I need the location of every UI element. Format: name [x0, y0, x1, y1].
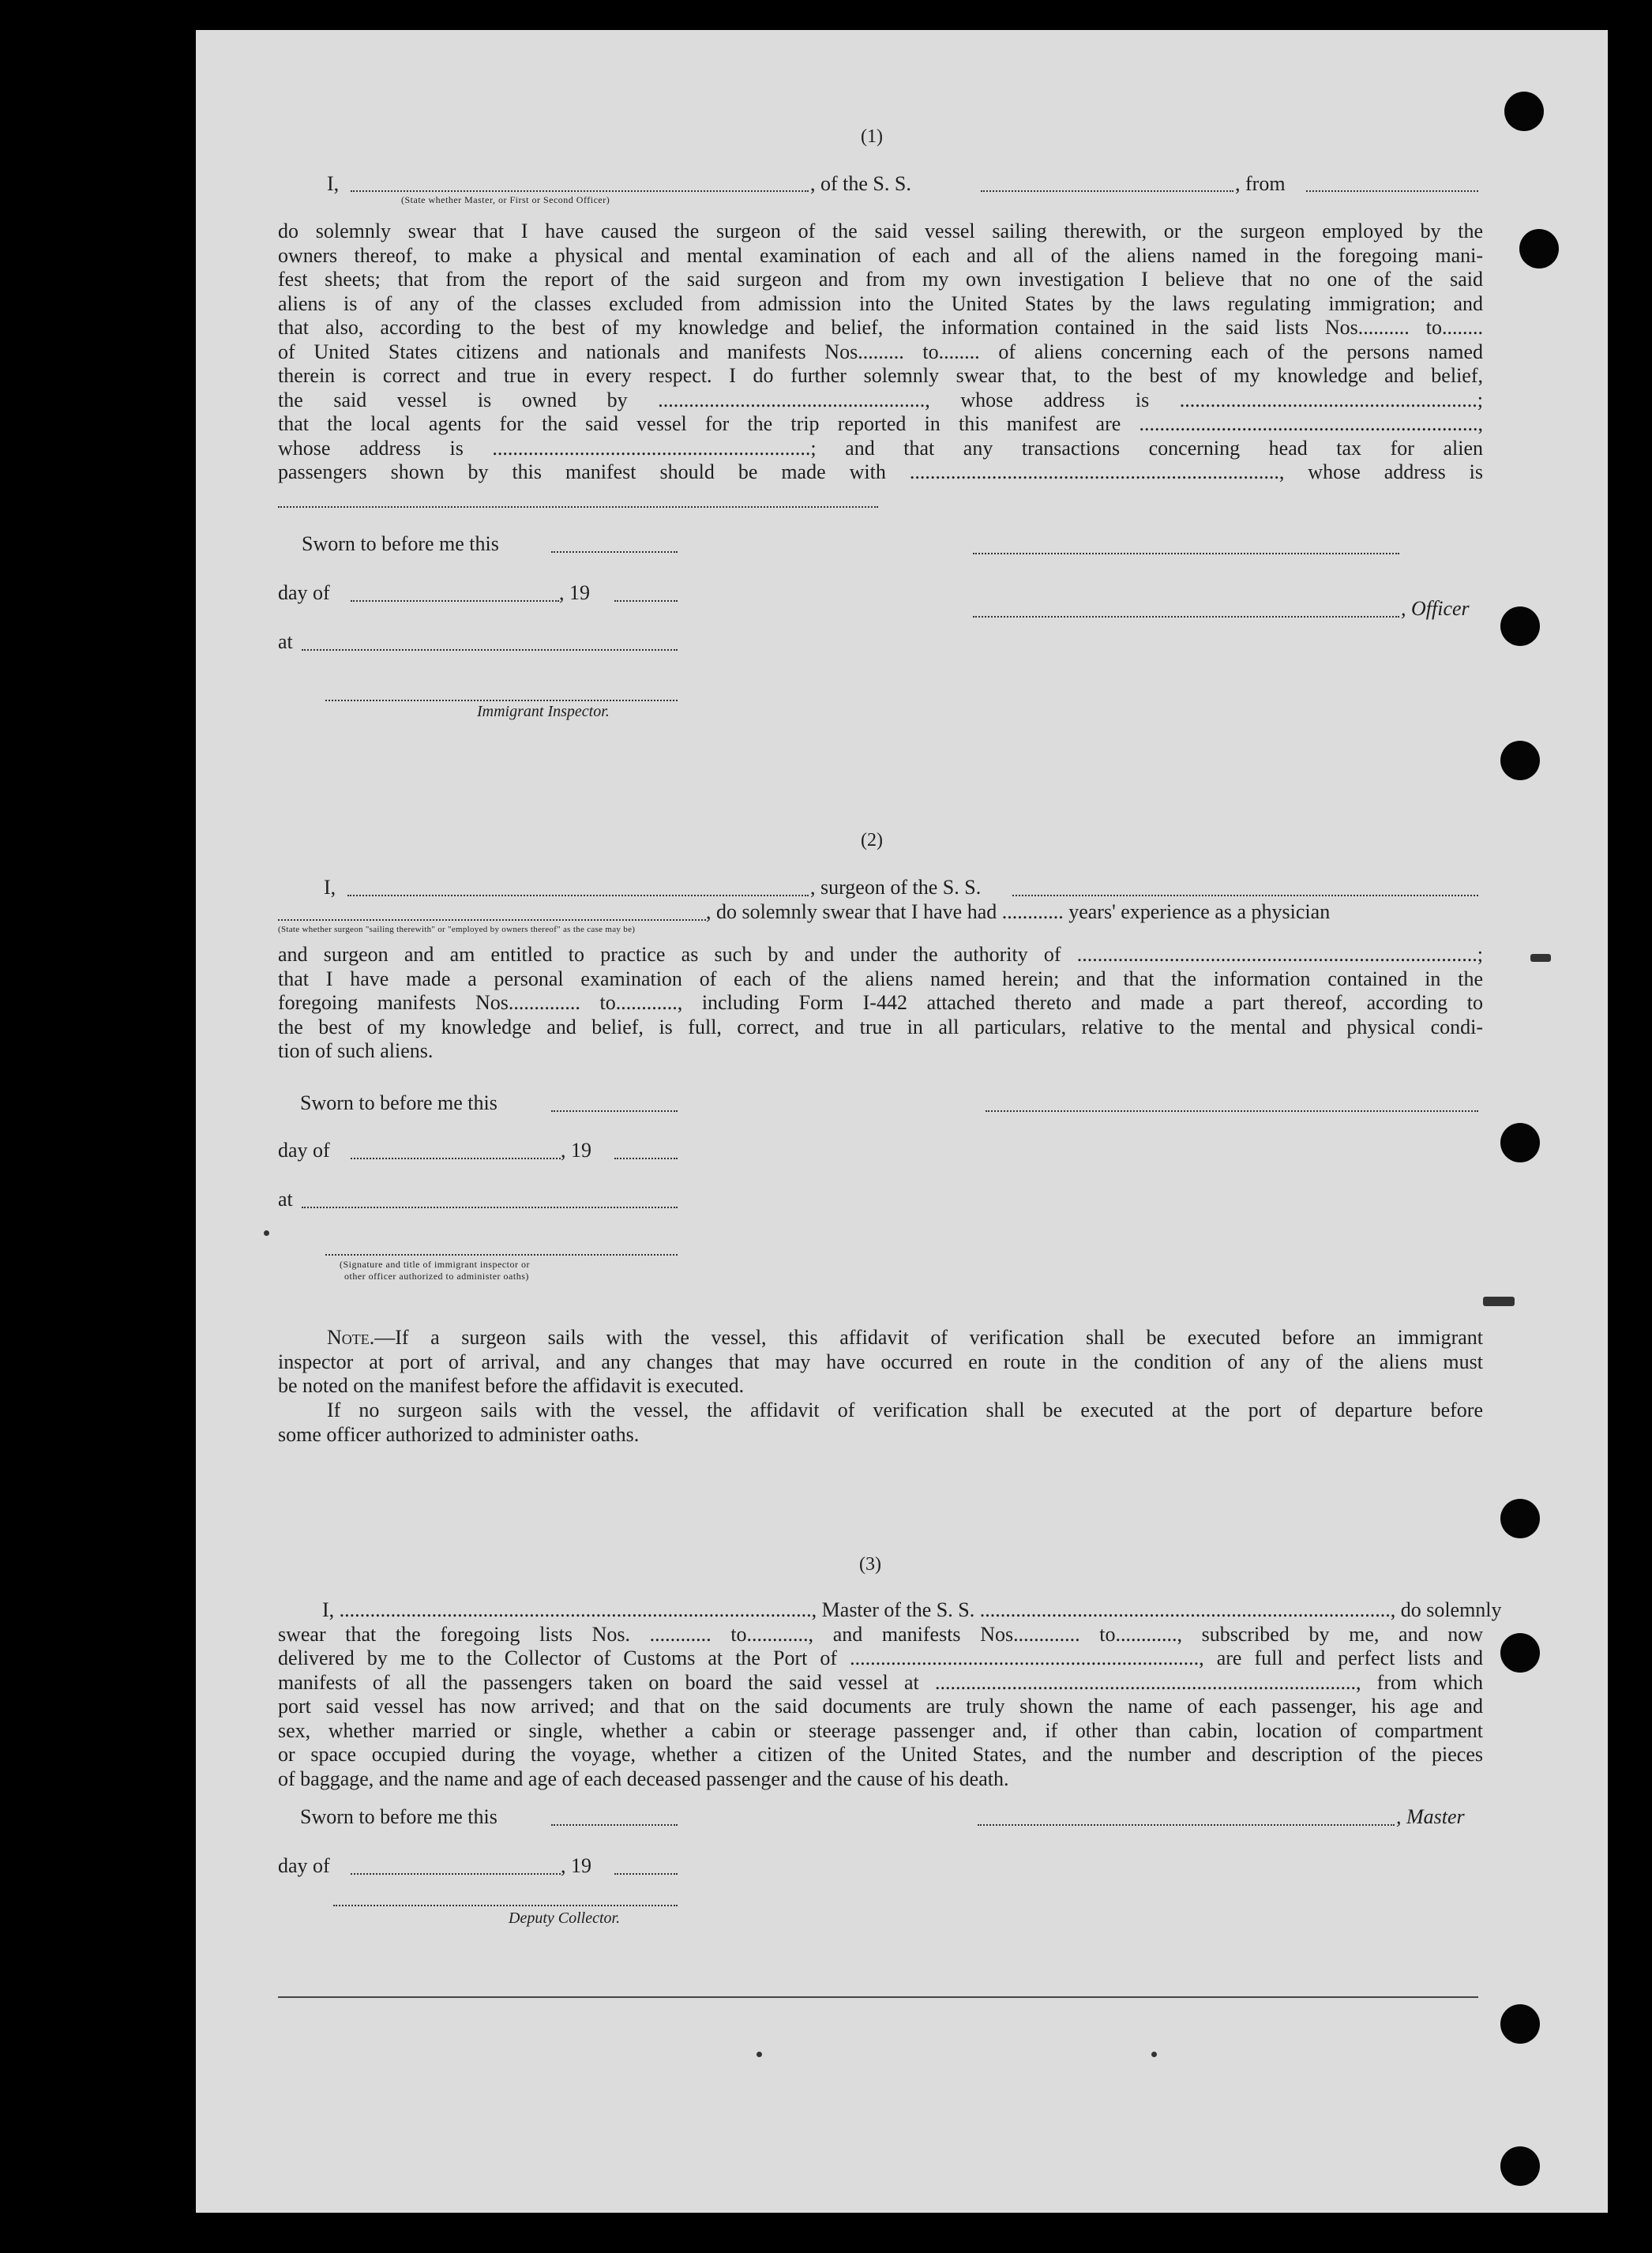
section-1-i: I, [327, 172, 340, 195]
collector-signature-line[interactable] [333, 1905, 678, 1906]
signature-caption-line-1: (Signature and title of immigrant inspector or [340, 1259, 530, 1270]
at-field-1[interactable] [302, 649, 678, 651]
year-label-1: , 19 [559, 581, 590, 604]
vessel-field[interactable] [981, 190, 1233, 192]
sworn-label-2: Sworn to before me this [300, 1091, 497, 1114]
section-2-i: I, [324, 876, 336, 899]
inspector-signature-line[interactable] [325, 700, 678, 701]
section-1-oath: do solemnly swear that I have caused the surgeon of the said vessel sailing therewith, or the surgeon employed by the owners thereof, to make a physical and mental examination of each and all of the aliens named in the foregoing mani- fest sheets; that from the report of the said surgeon and from my own investigation I believe that no one of the said aliens is of any of the classes excluded from admission into the United States by the laws regulating immigration; and that also, according to the best of my knowledge and belief, the information contained in the said lists Nos.......... to........ of United States citizens and nationals and manifests Nos......... to........ of aliens concerning each of the persons named therein is correct and true in every respect. I do further solemnly swear that, to the best of my knowledge and belief, the said vessel is owned by ...................................................., whose address is ..........................................................; that the local agents for the said vessel for the trip reported in this manifest are .................................................................., whose address is ..............................................................; and that any transactions concerning head tax for alien passengers shown by this manifest should be made with ........................................................................, whose address is [278, 220, 1483, 483]
sworn-label-1: Sworn to before me this [302, 532, 499, 555]
punch-hole [1500, 2146, 1540, 2186]
note-paragraph: Note.—If a surgeon sails with the vessel, this affidavit of verification shall be executed before an immigrant inspector at port of arrival, and any changes that may have occurred en route in the condition of any of the aliens must be noted on the manifest before the affidavit is executed. [278, 1326, 1483, 1397]
master-signature-line[interactable] [978, 1824, 1395, 1826]
year-field-3[interactable] [614, 1873, 678, 1875]
officer-signature-line[interactable] [973, 616, 1399, 618]
from-label: , from [1235, 172, 1286, 195]
officer-label: , Officer [1401, 597, 1470, 620]
section-3-number: (3) [859, 1554, 881, 1575]
name-field[interactable] [351, 190, 809, 192]
section-1-number: (1) [861, 126, 883, 147]
inspector-label: Immigrant Inspector. [477, 703, 610, 720]
surgeon-status-field[interactable] [278, 919, 706, 921]
surgeon-vessel-field[interactable] [1012, 895, 1478, 896]
scan-speck [1483, 1297, 1515, 1306]
section-2-oath: and surgeon and am entitled to practice as such by and under the authority of ..............................................................................; that I have made a personal examination of each of the aliens named herein; and that the information contained in the foregoing manifests Nos.............. to............, including Form I-442 attached thereto and made a part thereof, according to the best of my knowledge and belief, is full, correct, and true in all particulars, relative to the mental and physical condi- tion of such aliens. [278, 943, 1483, 1062]
rank-caption: (State whether Master, or First or Second Officer) [401, 194, 610, 205]
surgeon-name-field[interactable] [347, 895, 809, 896]
punch-hole [1500, 1123, 1540, 1162]
at-label-1: at [278, 630, 293, 653]
day-field-2[interactable] [351, 1158, 561, 1159]
surgeon-status-caption: (State whether surgeon "sailing therewith" or "employed by owners thereof" as the case may be) [278, 925, 636, 934]
year-label-2: , 19 [561, 1139, 591, 1162]
year-field-2[interactable] [614, 1158, 678, 1159]
year-label-3: , 19 [561, 1854, 591, 1877]
surgeon-signature-line[interactable] [986, 1110, 1478, 1112]
punch-hole [1504, 92, 1544, 131]
day-field-3[interactable] [351, 1873, 561, 1875]
at-label-2: at [278, 1188, 293, 1211]
punch-hole [1500, 1499, 1540, 1538]
year-field-1[interactable] [614, 600, 678, 602]
punch-hole [1519, 229, 1559, 268]
no-surgeon-note: If no surgeon sails with the vessel, the affidavit of verification shall be executed at the port of departure before some officer authorized to administer oaths. [278, 1399, 1483, 1446]
day-of-label-3: day of [278, 1854, 330, 1877]
officer-signature-line-top[interactable] [973, 553, 1399, 554]
from-field[interactable] [1306, 190, 1478, 192]
surgeon-of-label: , surgeon of the S. S. [810, 876, 982, 899]
section-3-oath: I, ............................................................................................, Master of the S. S. ................................................................................, do solemnly swear that the foregoing lists Nos. ............ to............, and manifests Nos............. to............, subscribed by me, and now delivered by me to the Collector of Customs at the Port of ...................................................................., are full and perfect lists and manifests of all the passengers taken on board the said vessel at .................................................................................., from which port said vessel has now arrived; and that on the said documents are truly shown the name of each passenger, his age and sex, whether married or single, whether a cabin or steerage passenger and, if other than cabin, location of compartment or space occupied during the voyage, whether a citizen of the United States, and the number and description of the pieces of baggage, and the name and age of each deceased passenger and the cause of his death. [278, 1598, 1502, 1790]
punch-hole [1500, 2004, 1540, 2044]
scan-speck [1530, 954, 1551, 962]
section-2-number: (2) [861, 830, 883, 851]
address-field[interactable] [278, 506, 878, 508]
collector-label: Deputy Collector. [509, 1909, 621, 1927]
at-field-2[interactable] [302, 1207, 678, 1208]
day-field-1[interactable] [351, 600, 559, 602]
sworn-date-field-2[interactable] [551, 1110, 678, 1112]
sworn-label-3: Sworn to before me this [300, 1805, 497, 1828]
day-of-label-2: day of [278, 1139, 330, 1162]
inspector-signature-line-2[interactable] [325, 1254, 678, 1256]
experience-clause: , do solemnly swear that I have had ............ years' experience as a physician [706, 900, 1331, 923]
scan-speck [757, 2052, 762, 2057]
bottom-rule [278, 1996, 1478, 1998]
master-label: , Master [1396, 1805, 1465, 1828]
punch-hole [1500, 606, 1540, 646]
sworn-date-field-1[interactable] [551, 551, 678, 553]
day-of-label-1: day of [278, 581, 330, 604]
punch-hole [1500, 741, 1540, 780]
signature-caption-line-2: other officer authorized to administer oaths) [344, 1271, 529, 1282]
sworn-date-field-3[interactable] [551, 1824, 678, 1826]
of-ss-label: , of the S. S. [810, 172, 911, 195]
form-page [196, 30, 1608, 2213]
scan-speck [1151, 2052, 1157, 2057]
scan-speck [264, 1230, 269, 1236]
punch-hole [1500, 1633, 1540, 1673]
